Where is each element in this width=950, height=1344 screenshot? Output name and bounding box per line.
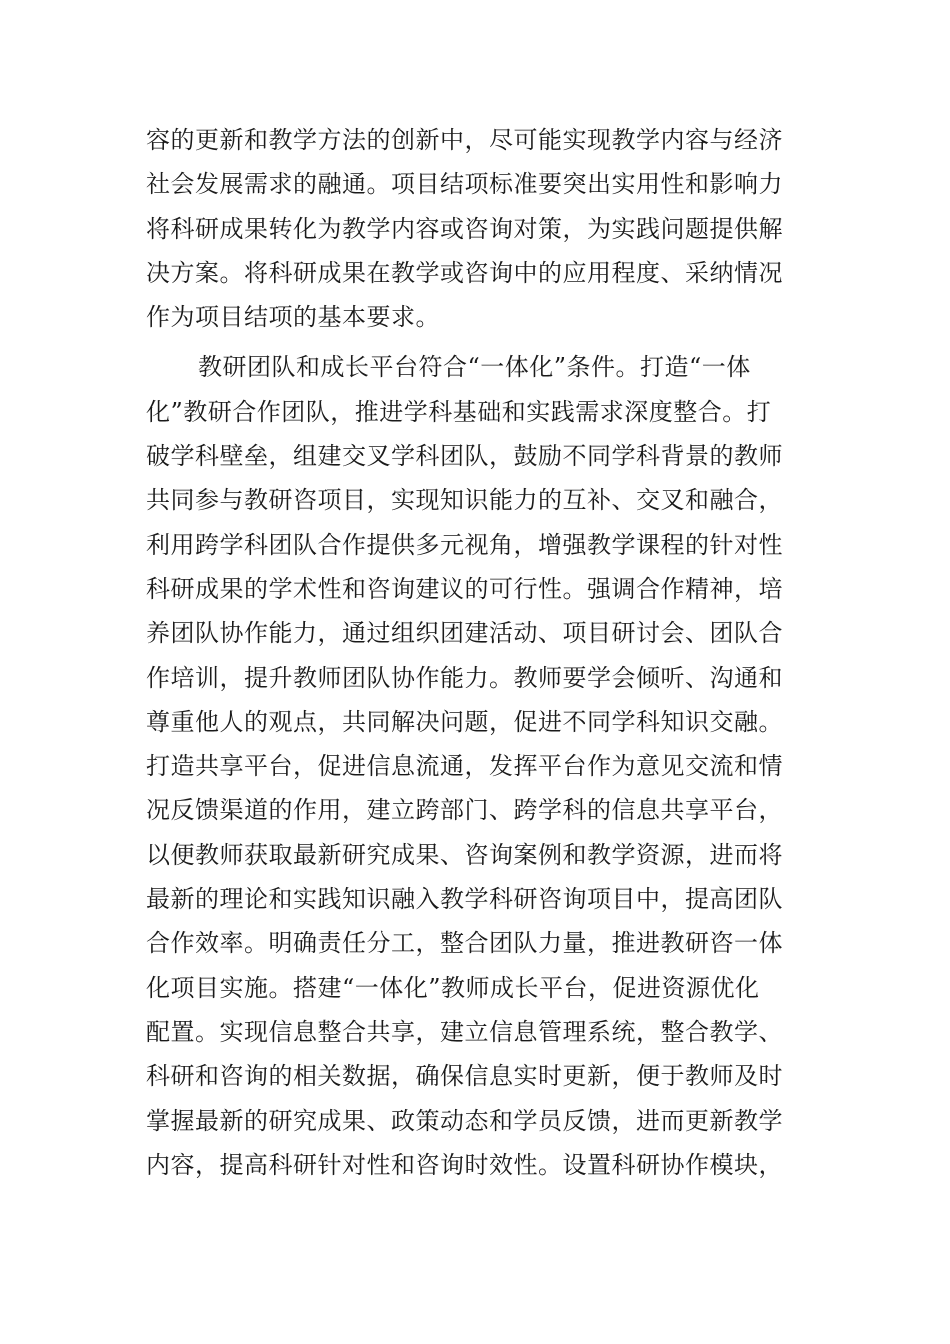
text-line: 以便教师获取最新研究成果、咨询案例和教学资源，进而将	[146, 840, 783, 869]
text-line: 最新的理论和实践知识融入教学科研咨询项目中，提高团队	[146, 885, 783, 914]
text-line: 教研团队和成长平台符合“一体化”条件。打造“一体	[198, 353, 751, 382]
text-line: 科研和咨询的相关数据，确保信息实时更新，便于教师及时	[146, 1062, 783, 1091]
text-line: 况反馈渠道的作用，建立跨部门、跨学科的信息共享平台，	[146, 796, 783, 825]
text-line: 利用跨学科团队合作提供多元视角，增强教学课程的针对性	[146, 530, 783, 559]
text-line: 科研成果的学术性和咨询建议的可行性。强调合作精神，培	[146, 574, 783, 603]
paragraph-2	[146, 345, 816, 1187]
text-line: 决方案。将科研成果在教学或咨询中的应用程度、采纳情况	[146, 258, 783, 287]
text-line: 破学科壁垒，组建交叉学科团队，鼓励不同学科背景的教师	[146, 442, 783, 471]
document-body	[146, 118, 816, 1187]
text-line: 掌握最新的研究成果、政策动态和学员反馈，进而更新教学	[146, 1106, 783, 1135]
text-line: 化项目实施。搭建“一体化”教师成长平台，促进资源优化	[146, 973, 760, 1002]
text-line: 打造共享平台，促进信息流通，发挥平台作为意见交流和情	[146, 752, 783, 781]
text-line: 作为项目结项的基本要求。	[146, 303, 440, 332]
text-line: 养团队协作能力，通过组织团建活动、项目研讨会、团队合	[146, 619, 783, 648]
text-line: 共同参与教研咨项目，实现知识能力的互补、交叉和融合，	[146, 486, 783, 515]
text-line: 化”教研合作团队，推进学科基础和实践需求深度整合。打	[146, 397, 772, 426]
text-line: 配置。实现信息整合共享，建立信息管理系统，整合教学、	[146, 1017, 783, 1046]
text-line: 作培训，提升教师团队协作能力。教师要学会倾听、沟通和	[146, 663, 783, 692]
text-line: 容的更新和教学方法的创新中，尽可能实现教学内容与经济	[146, 126, 783, 154]
paragraph-1	[146, 118, 816, 339]
text-line: 社会发展需求的融通。项目结项标准要突出实用性和影响力	[146, 170, 783, 199]
text-line: 将科研成果转化为教学内容或咨询对策，为实践问题提供解	[146, 214, 783, 243]
text-line: 尊重他人的观点，共同解决问题，促进不同学科知识交融。	[146, 707, 783, 736]
text-line: 合作效率。明确责任分工，整合团队力量，推进教研咨一体	[146, 929, 783, 958]
text-line: 内容，提高科研针对性和咨询时效性。设置科研协作模块，	[146, 1150, 783, 1179]
